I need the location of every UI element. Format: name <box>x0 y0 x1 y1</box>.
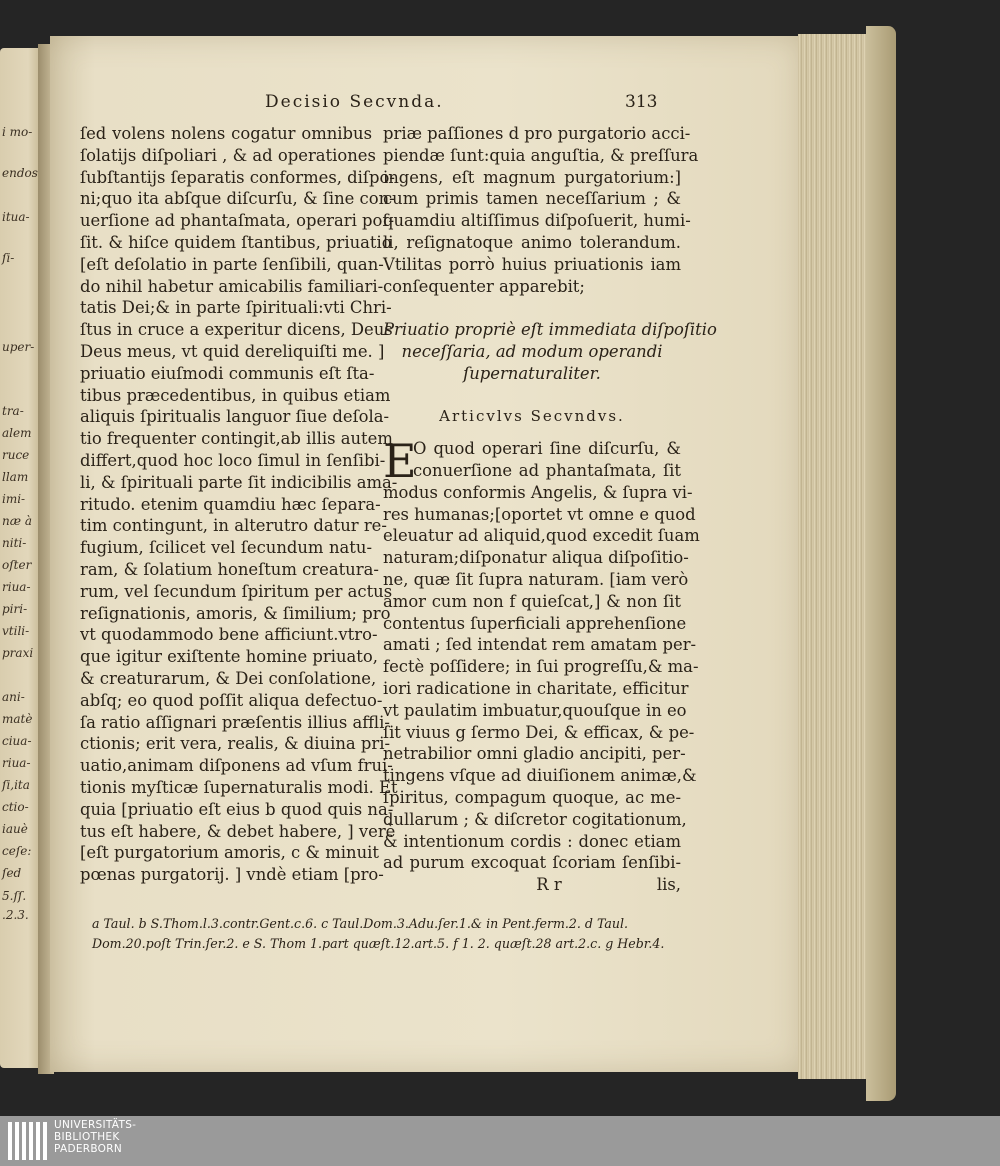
margin-fragment: endos <box>2 166 38 180</box>
margin-fragment: ceſe: <box>2 844 32 858</box>
margin-fragment: uper- <box>2 340 35 354</box>
text-line: cum primis tamen neceſſarium ; & <box>383 189 681 209</box>
thesis-block <box>383 319 717 384</box>
text-line: ctionis; erit vera, realis, & diuina pri- <box>80 734 390 754</box>
footnote-line: Dom.20.poſt Trin.ſer.2. e S. Thom 1.part quæſt.12.art.5. f 1. 2. quæſt.28 art.2.c. g Hebr.4. <box>92 936 665 951</box>
footnotes <box>92 914 692 954</box>
text-line: tio frequenter contingit,ab illis autem <box>80 429 393 449</box>
thesis-line: Priuatio propriè eſt immediata diſpoſitio <box>383 320 717 340</box>
margin-fragment: 5.ſſ. <box>2 889 27 903</box>
margin-fragment: ciua- <box>2 734 32 748</box>
thesis-line: ſupernaturaliter. <box>463 363 601 383</box>
margin-fragment: i mo- <box>2 125 33 139</box>
text-line: piendæ ſunt:quia anguſtia, & preſſura <box>383 145 699 165</box>
right-column-top <box>383 123 699 297</box>
margin-fragment: riua- <box>2 756 31 770</box>
text-line: naturam;diſponatur aliqua diſpoſitio- <box>383 548 689 568</box>
margin-fragment: riua- <box>2 580 31 594</box>
text-line: iori radicatione in charitate, efficitur <box>383 678 689 698</box>
text-line: ſolatijs diſpoliari , & ad operationes <box>80 145 376 165</box>
text-line: [eſt deſolatio in parte ſenſibili, quan- <box>80 254 384 274</box>
margin-fragment: itua- <box>2 210 30 224</box>
thesis-line: neceſſaria, ad modum operandi <box>401 341 663 361</box>
text-line: ſa ratio aſſignari præſentis illius affli- <box>80 712 390 732</box>
text-line: tim contingunt, in alterutro datur re- <box>80 516 387 536</box>
fore-edge <box>798 34 870 1079</box>
margin-fragment: oſter <box>2 558 32 572</box>
text-line: res humanas;[oportet vt omne e quod <box>383 504 696 524</box>
text-line: O quod operari ſine diſcurſu, & <box>413 439 681 459</box>
text-line: ritudo. etenim quamdiu hæc ſepara- <box>80 494 381 514</box>
text-line: ſubſtantijs ſeparatis conformes, diſpo- <box>80 167 395 187</box>
text-line: conſequenter apparebit; <box>383 276 585 296</box>
text-line: que igitur exiſtente homine priuato, <box>80 647 378 667</box>
text-line: quamdiu altiſſimus diſpoſuerit, humi- <box>383 211 691 231</box>
text-line: priæ paſſiones d pro purgatorio acci- <box>383 124 691 143</box>
text-line: dullarum ; & diſcretor cogitationum, <box>383 809 687 829</box>
text-line: Vtilitas porrò huius priuationis iam <box>383 254 681 274</box>
right-column <box>383 123 717 896</box>
text-line: amati ; ſed intendat rem amatam per- <box>383 635 697 655</box>
text-line: Deus meus, vt quid dereliquiſti me. ] <box>80 341 385 361</box>
text-line: abſq; eo quod poſſit aliqua defectuo- <box>80 690 383 710</box>
signature-line <box>383 874 681 896</box>
margin-fragment: ſi- <box>2 251 15 265</box>
text-line: eleuatur ad aliquid,quod excedit ſuam <box>383 526 700 546</box>
text-line: ſit. & hiſce quidem ſtantibus, priuatio <box>80 232 392 252</box>
text-line: fectè poſſidere; in ſui progreſſu,& ma- <box>383 657 699 677</box>
text-line: rum, vel ſecundum ſpiritum per actus <box>80 581 393 601</box>
text-line: & intentionum cordis : donec etiam <box>383 831 681 851</box>
text-line: & creaturarum, & Dei conſolatione, <box>80 668 377 688</box>
text-line: li, & ſpirituali parte ſit indicibilis ama- <box>80 472 398 492</box>
text-line: tibus præcedentibus, in quibus etiam <box>80 385 391 405</box>
margin-fragment: vtili- <box>2 624 30 638</box>
margin-fragment: imi- <box>2 492 26 506</box>
text-line: ni;quo ita abſque diſcurſu, & ſine con- <box>80 189 395 209</box>
margin-fragment: tra- <box>2 404 24 418</box>
text-line: ingens, eſt magnum purgatorium:] <box>383 167 681 187</box>
text-line: uatio,animam diſponens ad vſum frui- <box>80 756 393 776</box>
text-line: modus conformis Angelis, & ſupra vi- <box>383 482 693 502</box>
margin-fragment: ruce <box>2 448 30 462</box>
text-line: netrabilior omni gladio ancipiti, per- <box>383 744 686 764</box>
margin-fragment: ſi,ita <box>2 778 30 792</box>
text-line: pœnas purgatorij. ] vndè etiam [pro- <box>80 865 384 885</box>
text-line: aliquis ſpiritualis languor ſiue deſola- <box>80 407 390 427</box>
text-line: amor cum non f quieſcat,] & non ſit <box>383 591 681 611</box>
text-line: priuatio eiuſmodi communis eſt ſta- <box>80 363 375 383</box>
margin-fragment: niti- <box>2 536 27 550</box>
text-line: fugium, ſcilicet vel ſecundum natu- <box>80 538 372 558</box>
margin-fragment: ctio- <box>2 800 29 814</box>
catchword: lis, <box>656 875 681 895</box>
text-line: [eſt purgatorium amoris, c & minuit <box>80 843 379 863</box>
text-line: vt paulatim imbuatur,quouſque in eo <box>383 700 687 720</box>
text-line: tionis myſticæ ſupernaturalis modi. Et <box>80 777 398 797</box>
margin-fragment: iauè <box>2 822 28 836</box>
running-header: Decisio Secvnda. <box>265 92 444 112</box>
margin-fragment: .2.3. <box>2 908 29 922</box>
text-line: tus eſt habere, & debet habere, ] verè <box>80 821 396 841</box>
text-line: li, reſignatoque animo tolerandum. <box>383 232 681 252</box>
text-line: tingens vſque ad diuiſionem animæ,& <box>383 766 697 786</box>
footnote-line: a Taul. b S.Thom.l.3.contr.Gent.c.6. c Taul.Dom.3.Adu.ſer.1.& in Pent.ferm.2. d Taul. <box>92 916 629 931</box>
margin-fragment: ſed <box>2 866 22 880</box>
library-name: UNIVERSITÄTS- BIBLIOTHEK PADERBORN <box>54 1119 137 1155</box>
signature-mark: R r <box>536 875 562 895</box>
text-line: tatis Dei;& in parte ſpirituali:vti Chri- <box>80 298 392 318</box>
margin-fragment: ani- <box>2 690 25 704</box>
article-title: Articvlvs Secvndvs. <box>439 407 625 426</box>
text-line: ne, quæ ſit ſupra naturam. [iam verò <box>383 569 689 589</box>
text-line: uerſione ad phantaſmata, operari poſ- <box>80 211 395 231</box>
text-line: ſed volens nolens cogatur omnibus <box>80 124 372 143</box>
book-cover-edge <box>866 26 896 1101</box>
text-line: ſpiritus, compagum quoque, ac me- <box>383 787 681 807</box>
text-line: ad purum excoquat ſcoriam ſenſibi- <box>383 853 681 873</box>
text-line: ſtus in cruce a experitur dicens, Deus <box>80 320 393 340</box>
page-number: 313 <box>625 92 658 112</box>
margin-fragment: piri- <box>2 602 28 616</box>
text-line: ram, & ſolatium honeſtum creatura- <box>80 559 379 579</box>
library-footer-bar <box>0 1116 1000 1166</box>
margin-fragment: matè <box>2 712 33 726</box>
text-line: differt,quod hoc loco ſimul in ſenſibi- <box>80 450 386 470</box>
text-line: vt quodammodo bene afficiunt.vtro- <box>80 625 378 645</box>
margin-fragment: næ à <box>2 514 32 528</box>
text-line: reſignationis, amoris, & ſimilium; pro <box>80 603 391 623</box>
library-logo-icon <box>8 1122 50 1160</box>
text-line: quia [priuatio eſt eius b quod quis na- <box>80 799 394 819</box>
drop-cap: E <box>383 434 417 489</box>
text-line: ſit viuus g ſermo Dei, & efficax, & pe- <box>383 722 695 742</box>
margin-fragment: llam <box>2 470 29 484</box>
text-line: contentus ſuperficiali apprehenſione <box>383 613 687 633</box>
left-column <box>80 123 398 886</box>
margin-fragment: alem <box>2 426 32 440</box>
margin-fragment: praxi <box>2 646 34 660</box>
article-body <box>383 434 700 874</box>
text-line: conuerſione ad phantaſmata, ſit <box>413 460 681 480</box>
text-line: do nihil habetur amicabilis familiari- <box>80 276 384 296</box>
